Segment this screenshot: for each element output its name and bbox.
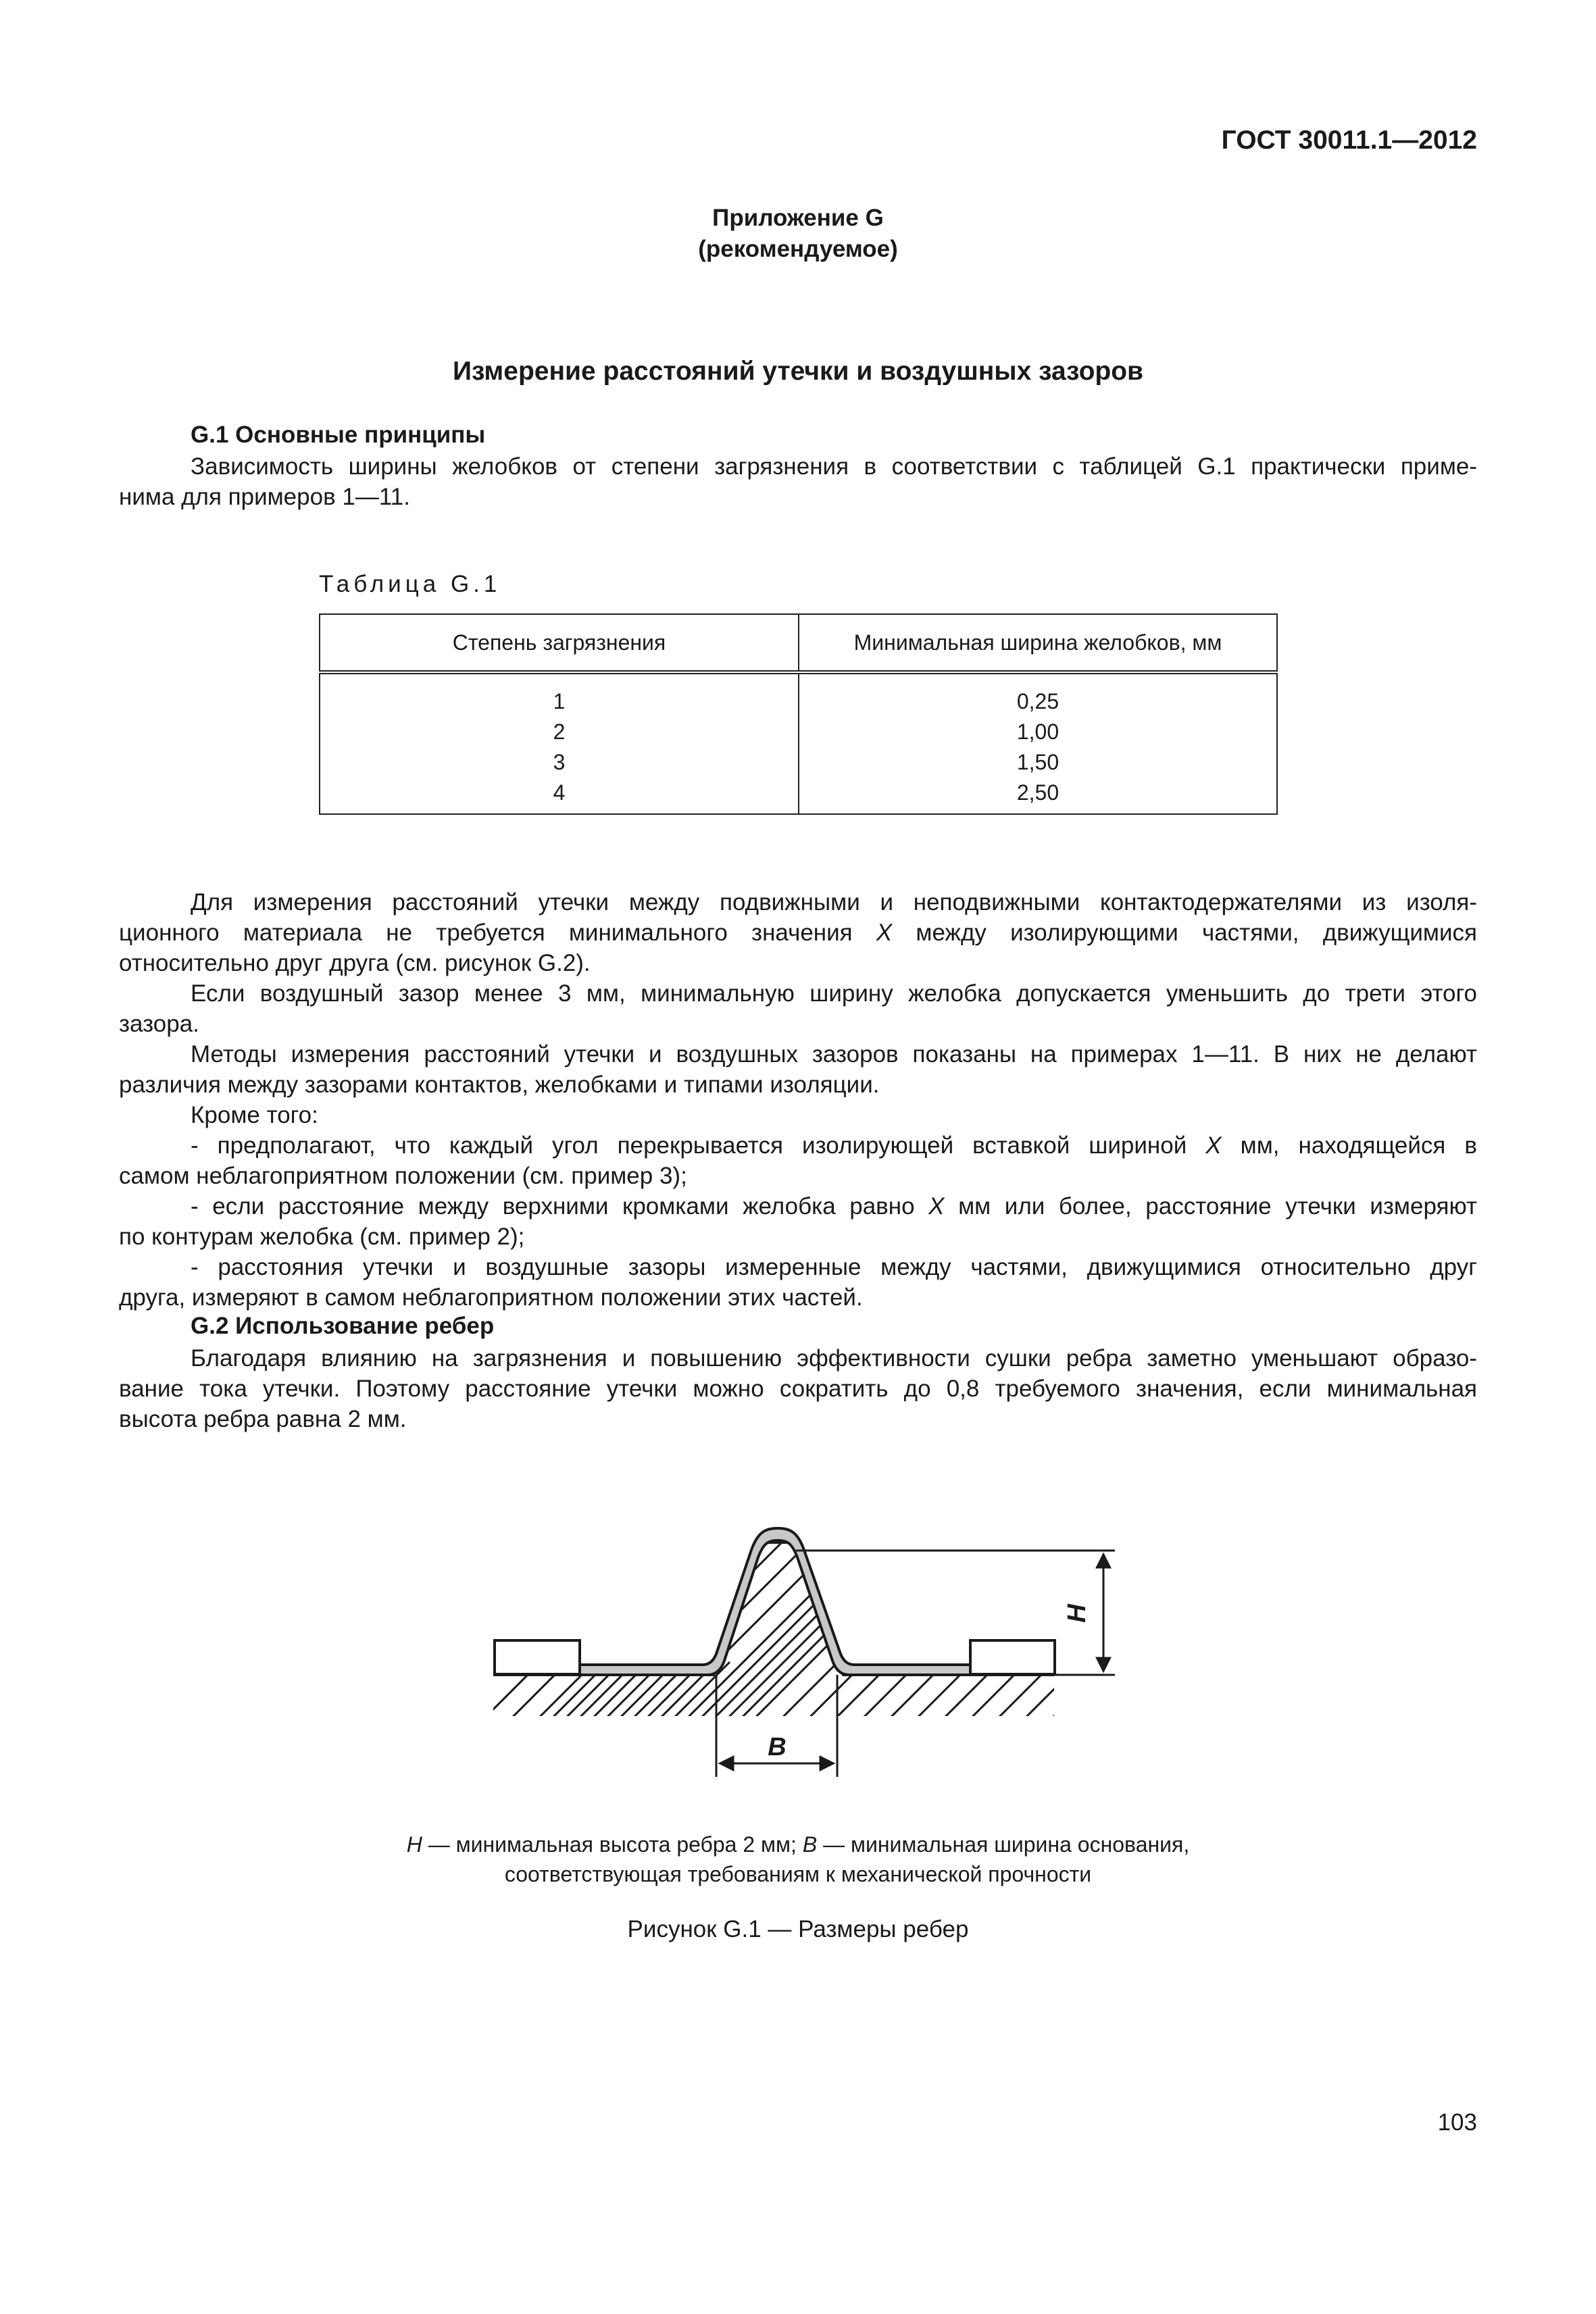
- text-span: ционного материала не требуется минимального значения: [119, 920, 876, 946]
- variable-x: X: [1205, 1132, 1222, 1159]
- annex-title: Приложение G: [712, 205, 884, 231]
- body-p2-line2: зазора.: [119, 1011, 199, 1037]
- figure-caption: Рисунок G.1 — Размеры ребер: [627, 1916, 969, 1942]
- body-p3-line1: Методы измерения расстояний утечки и воздушных зазоров показаны на примерах 1—11. В них не делают: [191, 1041, 1477, 1067]
- variable-h: H: [406, 1832, 422, 1857]
- body-p1-line1: Для измерения расстояний утечки между подвижными и неподвижными контактодержателями из изоля-: [191, 889, 1477, 915]
- b-label: B: [768, 1733, 787, 1761]
- section-g2-line1: Благодаря влиянию на загрязнения и повышению эффективности сушки ребра заметно уменьшают образо-: [191, 1345, 1477, 1372]
- right-contact-block: [970, 1640, 1055, 1674]
- annex-subtitle: (рекомендуемое): [698, 236, 898, 262]
- column-header-pollution-degree: Степень загрязнения: [320, 614, 799, 672]
- table-caption: Таблица G.1: [319, 571, 501, 597]
- section-g2-line2: вание тока утечки. Поэтому расстояние утечки можно сократить до 0,8 требуемого значения, если минимальная: [119, 1376, 1477, 1402]
- body-p1-line3: относительно друг друга (см. рисунок G.2).: [119, 950, 591, 976]
- page-number: 103: [1437, 2109, 1477, 2136]
- variable-x: X: [928, 1193, 945, 1219]
- body-p2-line1: Если воздушный зазор менее 3 мм, минимальную ширину желобка допускается уменьшить до трети этого: [191, 980, 1477, 1007]
- bullet3-line1: - расстояния утечки и воздушные зазоры измеренные между частями, движущимися относительно друг: [191, 1254, 1477, 1280]
- body-p4: Кроме того:: [191, 1102, 318, 1128]
- section-g1-heading: G.1 Основные принципы: [191, 422, 486, 448]
- left-contact-block: [495, 1640, 580, 1674]
- table-cell: 2,50: [1016, 780, 1059, 805]
- figure-legend-line2: соответствующая требованиям к механической прочности: [504, 1862, 1092, 1886]
- section-g2-heading: G.2 Использование ребер: [191, 1313, 495, 1339]
- hatched-base: [473, 1527, 1230, 1797]
- table-cell: 1,00: [1016, 720, 1059, 744]
- table-cell: 0,25: [1016, 689, 1059, 713]
- variable-b: B: [802, 1832, 818, 1857]
- table-cell: 4: [553, 780, 566, 805]
- text-span: мм, находящейся в: [1221, 1132, 1477, 1159]
- text-span: между изолирующими частями, движущимися: [892, 920, 1477, 946]
- table-cell: 3: [553, 750, 566, 774]
- section-g2-line3: высота ребра равна 2 мм.: [119, 1406, 407, 1432]
- bullet2-line2: по контурам желобка (см. пример 2);: [119, 1224, 525, 1250]
- table-cell: 1: [553, 689, 566, 713]
- text-span: - предполагают, что каждый угол перекрывается изолирующей вставкой шириной: [191, 1132, 1206, 1159]
- text-span: мм или более, расстояние утечки измеряют: [944, 1193, 1477, 1219]
- variable-x: X: [876, 920, 893, 946]
- section-g1-intro-line1: Зависимость ширины желобков от степени загрязнения в соответствии с таблицей G.1 практически приме-: [191, 453, 1477, 480]
- section-g1-intro-line2: нима для примеров 1—11.: [119, 484, 410, 510]
- text-span: — минимальная ширина основания,: [817, 1832, 1190, 1857]
- bullet1-line2: самом неблагоприятном положении (см. пример 3);: [119, 1163, 687, 1189]
- table-cell: 1,50: [1016, 750, 1059, 774]
- column-header-min-width: Минимальная ширина желобков, мм: [799, 614, 1277, 672]
- figure-legend-line1: [0, 1830, 1596, 1860]
- text-span: — минимальная высота ребра 2 мм;: [422, 1832, 803, 1857]
- page-title: Измерение расстояний утечки и воздушных зазоров: [452, 357, 1144, 386]
- text-span: - если расстояние между верхними кромками желобка равно: [191, 1193, 929, 1219]
- h-label: H: [1063, 1604, 1091, 1623]
- body-p3-line2: различия между зазорами контактов, желобками и типами изоляции.: [119, 1072, 880, 1098]
- document-code: ГОСТ 30011.1—2012: [1221, 126, 1477, 155]
- table-cell: 2: [553, 720, 566, 744]
- bullet3-line2: друга, измеряют в самом неблагоприятном положении этих частей.: [119, 1284, 863, 1311]
